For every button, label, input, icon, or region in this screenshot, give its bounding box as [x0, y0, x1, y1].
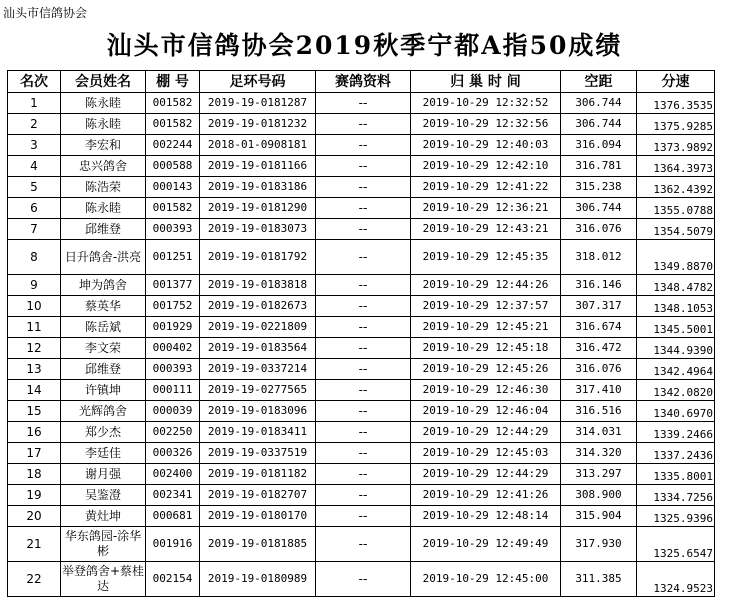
table-row	[8, 422, 715, 443]
member-name-cell: 黄灶坤	[61, 506, 146, 527]
distance-cell: 316.674	[561, 317, 637, 338]
pigeon-info-cell: --	[316, 198, 411, 219]
return-time-cell: 2019-10-29 12:41:22	[411, 177, 561, 198]
pigeon-info-cell: --	[316, 359, 411, 380]
rank-cell: 10	[8, 296, 61, 317]
ring-number-cell: 2019-19-0337214	[200, 359, 316, 380]
return-time-cell: 2019-10-29 12:45:35	[411, 240, 561, 275]
rank-cell: 15	[8, 401, 61, 422]
speed-cell: 1349.8870	[637, 240, 715, 275]
rank-cell: 21	[8, 527, 61, 562]
return-time-cell: 2019-10-29 12:45:21	[411, 317, 561, 338]
return-time-cell: 2019-10-29 12:44:29	[411, 464, 561, 485]
member-name-cell: 吴鉴澄	[61, 485, 146, 506]
table-row	[8, 240, 715, 275]
distance-cell: 306.744	[561, 93, 637, 114]
distance-cell: 317.930	[561, 527, 637, 562]
loft-number-cell: 000402	[146, 338, 200, 359]
speed-cell: 1364.3973	[637, 156, 715, 177]
speed-cell: 1345.5001	[637, 317, 715, 338]
col-header-loft-number: 棚 号	[146, 71, 200, 93]
rank-cell: 13	[8, 359, 61, 380]
rank-cell: 17	[8, 443, 61, 464]
distance-cell: 314.031	[561, 422, 637, 443]
distance-cell: 316.076	[561, 219, 637, 240]
ring-number-cell: 2019-19-0183411	[200, 422, 316, 443]
pigeon-info-cell: --	[316, 114, 411, 135]
pigeon-info-cell: --	[316, 485, 411, 506]
pigeon-info-cell: --	[316, 464, 411, 485]
table-row	[8, 485, 715, 506]
table-header-row	[8, 71, 715, 93]
loft-number-cell: 002341	[146, 485, 200, 506]
table-row	[8, 198, 715, 219]
speed-cell: 1373.9892	[637, 135, 715, 156]
col-header-rank: 名次	[8, 71, 61, 93]
distance-cell: 313.297	[561, 464, 637, 485]
rank-cell: 7	[8, 219, 61, 240]
speed-cell: 1354.5079	[637, 219, 715, 240]
rank-cell: 19	[8, 485, 61, 506]
member-name-cell: 举登鸽舍+蔡桂达	[61, 562, 146, 597]
loft-number-cell: 000111	[146, 380, 200, 401]
loft-number-cell: 001251	[146, 240, 200, 275]
table-row	[8, 296, 715, 317]
return-time-cell: 2019-10-29 12:44:29	[411, 422, 561, 443]
table-row	[8, 135, 715, 156]
pigeon-info-cell: --	[316, 506, 411, 527]
loft-number-cell: 002400	[146, 464, 200, 485]
loft-number-cell: 000039	[146, 401, 200, 422]
pigeon-info-cell: --	[316, 177, 411, 198]
loft-number-cell: 000681	[146, 506, 200, 527]
table-row	[8, 527, 715, 562]
col-header-speed: 分速	[637, 71, 715, 93]
member-name-cell: 陈永睦	[61, 198, 146, 219]
ring-number-cell: 2019-19-0180170	[200, 506, 316, 527]
return-time-cell: 2019-10-29 12:43:21	[411, 219, 561, 240]
pigeon-info-cell: --	[316, 527, 411, 562]
rank-cell: 22	[8, 562, 61, 597]
pigeon-info-cell: --	[316, 422, 411, 443]
member-name-cell: 坤为鸽舍	[61, 275, 146, 296]
return-time-cell: 2019-10-29 12:48:14	[411, 506, 561, 527]
distance-cell: 315.238	[561, 177, 637, 198]
return-time-cell: 2019-10-29 12:32:52	[411, 93, 561, 114]
rank-cell: 20	[8, 506, 61, 527]
results-table	[7, 70, 715, 597]
return-time-cell: 2019-10-29 12:37:57	[411, 296, 561, 317]
ring-number-cell: 2019-19-0183073	[200, 219, 316, 240]
rank-cell: 6	[8, 198, 61, 219]
member-name-cell: 邱维登	[61, 359, 146, 380]
table-row	[8, 338, 715, 359]
distance-cell: 306.744	[561, 198, 637, 219]
distance-cell: 315.904	[561, 506, 637, 527]
member-name-cell: 陈永睦	[61, 114, 146, 135]
table-row	[8, 464, 715, 485]
pigeon-info-cell: --	[316, 275, 411, 296]
speed-cell: 1335.8001	[637, 464, 715, 485]
ring-number-cell: 2019-19-0181792	[200, 240, 316, 275]
member-name-cell: 光辉鸽舍	[61, 401, 146, 422]
ring-number-cell: 2019-19-0183096	[200, 401, 316, 422]
speed-cell: 1334.7256	[637, 485, 715, 506]
return-time-cell: 2019-10-29 12:45:18	[411, 338, 561, 359]
loft-number-cell: 001582	[146, 114, 200, 135]
return-time-cell: 2019-10-29 12:42:10	[411, 156, 561, 177]
col-header-pigeon-info: 赛鸽资料	[316, 71, 411, 93]
member-name-cell: 陈岳斌	[61, 317, 146, 338]
loft-number-cell: 001929	[146, 317, 200, 338]
speed-cell: 1337.2436	[637, 443, 715, 464]
ring-number-cell: 2019-19-0337519	[200, 443, 316, 464]
col-header-distance: 空距	[561, 71, 637, 93]
loft-number-cell: 000393	[146, 219, 200, 240]
ring-number-cell: 2019-19-0180989	[200, 562, 316, 597]
distance-cell: 314.320	[561, 443, 637, 464]
return-time-cell: 2019-10-29 12:46:04	[411, 401, 561, 422]
pigeon-info-cell: --	[316, 93, 411, 114]
speed-cell: 1355.0788	[637, 198, 715, 219]
pigeon-info-cell: --	[316, 219, 411, 240]
rank-cell: 2	[8, 114, 61, 135]
page-title: 汕头市信鸽协会2019秋季宁都A指50成绩	[106, 31, 623, 60]
col-header-return-time: 归 巢 时 间	[411, 71, 561, 93]
return-time-cell: 2019-10-29 12:45:26	[411, 359, 561, 380]
member-name-cell: 邱维登	[61, 219, 146, 240]
loft-number-cell: 001752	[146, 296, 200, 317]
member-name-cell: 日升鸽舍-洪亮	[61, 240, 146, 275]
rank-cell: 1	[8, 93, 61, 114]
ring-number-cell: 2019-19-0181885	[200, 527, 316, 562]
return-time-cell: 2019-10-29 12:49:49	[411, 527, 561, 562]
loft-number-cell: 001582	[146, 93, 200, 114]
rank-cell: 18	[8, 464, 61, 485]
ring-number-cell: 2019-19-0183564	[200, 338, 316, 359]
table-row	[8, 219, 715, 240]
table-row	[8, 401, 715, 422]
return-time-cell: 2019-10-29 12:41:26	[411, 485, 561, 506]
organization-label: 汕头市信鸽协会	[3, 6, 88, 20]
speed-cell: 1339.2466	[637, 422, 715, 443]
table-row	[8, 562, 715, 597]
pigeon-info-cell: --	[316, 317, 411, 338]
ring-number-cell: 2019-19-0181166	[200, 156, 316, 177]
rank-cell: 14	[8, 380, 61, 401]
pigeon-info-cell: --	[316, 240, 411, 275]
distance-cell: 316.094	[561, 135, 637, 156]
ring-number-cell: 2019-19-0182673	[200, 296, 316, 317]
pigeon-info-cell: --	[316, 135, 411, 156]
ring-number-cell: 2019-19-0183186	[200, 177, 316, 198]
return-time-cell: 2019-10-29 12:45:00	[411, 562, 561, 597]
ring-number-cell: 2019-19-0277565	[200, 380, 316, 401]
speed-cell: 1375.9285	[637, 114, 715, 135]
distance-cell: 316.146	[561, 275, 637, 296]
loft-number-cell: 000393	[146, 359, 200, 380]
distance-cell: 308.900	[561, 485, 637, 506]
rank-cell: 9	[8, 275, 61, 296]
col-header-member-name: 会员姓名	[61, 71, 146, 93]
speed-cell: 1342.0820	[637, 380, 715, 401]
rank-cell: 3	[8, 135, 61, 156]
member-name-cell: 李文荣	[61, 338, 146, 359]
return-time-cell: 2019-10-29 12:44:26	[411, 275, 561, 296]
distance-cell: 316.516	[561, 401, 637, 422]
ring-number-cell: 2019-19-0182707	[200, 485, 316, 506]
table-row	[8, 506, 715, 527]
loft-number-cell: 000326	[146, 443, 200, 464]
return-time-cell: 2019-10-29 12:46:30	[411, 380, 561, 401]
member-name-cell: 陈永睦	[61, 93, 146, 114]
distance-cell: 316.781	[561, 156, 637, 177]
loft-number-cell: 000588	[146, 156, 200, 177]
pigeon-info-cell: --	[316, 338, 411, 359]
rank-cell: 12	[8, 338, 61, 359]
table-row	[8, 156, 715, 177]
member-name-cell: 李廷佳	[61, 443, 146, 464]
ring-number-cell: 2019-19-0181290	[200, 198, 316, 219]
distance-cell: 307.317	[561, 296, 637, 317]
speed-cell: 1376.3535	[637, 93, 715, 114]
return-time-cell: 2019-10-29 12:40:03	[411, 135, 561, 156]
ring-number-cell: 2019-19-0181232	[200, 114, 316, 135]
distance-cell: 311.385	[561, 562, 637, 597]
distance-cell: 318.012	[561, 240, 637, 275]
table-row	[8, 114, 715, 135]
loft-number-cell: 002154	[146, 562, 200, 597]
member-name-cell: 许镇坤	[61, 380, 146, 401]
member-name-cell: 李宏和	[61, 135, 146, 156]
loft-number-cell: 002250	[146, 422, 200, 443]
member-name-cell: 陈浩荣	[61, 177, 146, 198]
table-row	[8, 93, 715, 114]
return-time-cell: 2019-10-29 12:36:21	[411, 198, 561, 219]
distance-cell: 317.410	[561, 380, 637, 401]
return-time-cell: 2019-10-29 12:32:56	[411, 114, 561, 135]
pigeon-info-cell: --	[316, 401, 411, 422]
speed-cell: 1344.9390	[637, 338, 715, 359]
pigeon-info-cell: --	[316, 562, 411, 597]
pigeon-info-cell: --	[316, 296, 411, 317]
speed-cell: 1348.4782	[637, 275, 715, 296]
loft-number-cell: 002244	[146, 135, 200, 156]
member-name-cell: 忠兴鸽舍	[61, 156, 146, 177]
pigeon-info-cell: --	[316, 380, 411, 401]
ring-number-cell: 2019-19-0181287	[200, 93, 316, 114]
speed-cell: 1342.4964	[637, 359, 715, 380]
results-body	[8, 93, 715, 597]
pigeon-info-cell: --	[316, 156, 411, 177]
return-time-cell: 2019-10-29 12:45:03	[411, 443, 561, 464]
table-row	[8, 275, 715, 296]
rank-cell: 4	[8, 156, 61, 177]
distance-cell: 316.472	[561, 338, 637, 359]
rank-cell: 8	[8, 240, 61, 275]
table-row	[8, 380, 715, 401]
speed-cell: 1324.9523	[637, 562, 715, 597]
speed-cell: 1362.4392	[637, 177, 715, 198]
rank-cell: 5	[8, 177, 61, 198]
table-row	[8, 177, 715, 198]
rank-cell: 16	[8, 422, 61, 443]
speed-cell: 1325.6547	[637, 527, 715, 562]
member-name-cell: 郑少杰	[61, 422, 146, 443]
ring-number-cell: 2019-19-0221809	[200, 317, 316, 338]
pigeon-info-cell: --	[316, 443, 411, 464]
ring-number-cell: 2019-19-0183818	[200, 275, 316, 296]
table-row	[8, 317, 715, 338]
distance-cell: 306.744	[561, 114, 637, 135]
speed-cell: 1340.6970	[637, 401, 715, 422]
member-name-cell: 华东鸽园-涂华彬	[61, 527, 146, 562]
col-header-ring-number: 足环号码	[200, 71, 316, 93]
ring-number-cell: 2019-19-0181182	[200, 464, 316, 485]
speed-cell: 1348.1053	[637, 296, 715, 317]
member-name-cell: 蔡英华	[61, 296, 146, 317]
loft-number-cell: 001582	[146, 198, 200, 219]
loft-number-cell: 001377	[146, 275, 200, 296]
rank-cell: 11	[8, 317, 61, 338]
speed-cell: 1325.9396	[637, 506, 715, 527]
ring-number-cell: 2018-01-0908181	[200, 135, 316, 156]
loft-number-cell: 000143	[146, 177, 200, 198]
table-row	[8, 359, 715, 380]
table-row	[8, 443, 715, 464]
distance-cell: 316.076	[561, 359, 637, 380]
loft-number-cell: 001916	[146, 527, 200, 562]
member-name-cell: 谢月强	[61, 464, 146, 485]
